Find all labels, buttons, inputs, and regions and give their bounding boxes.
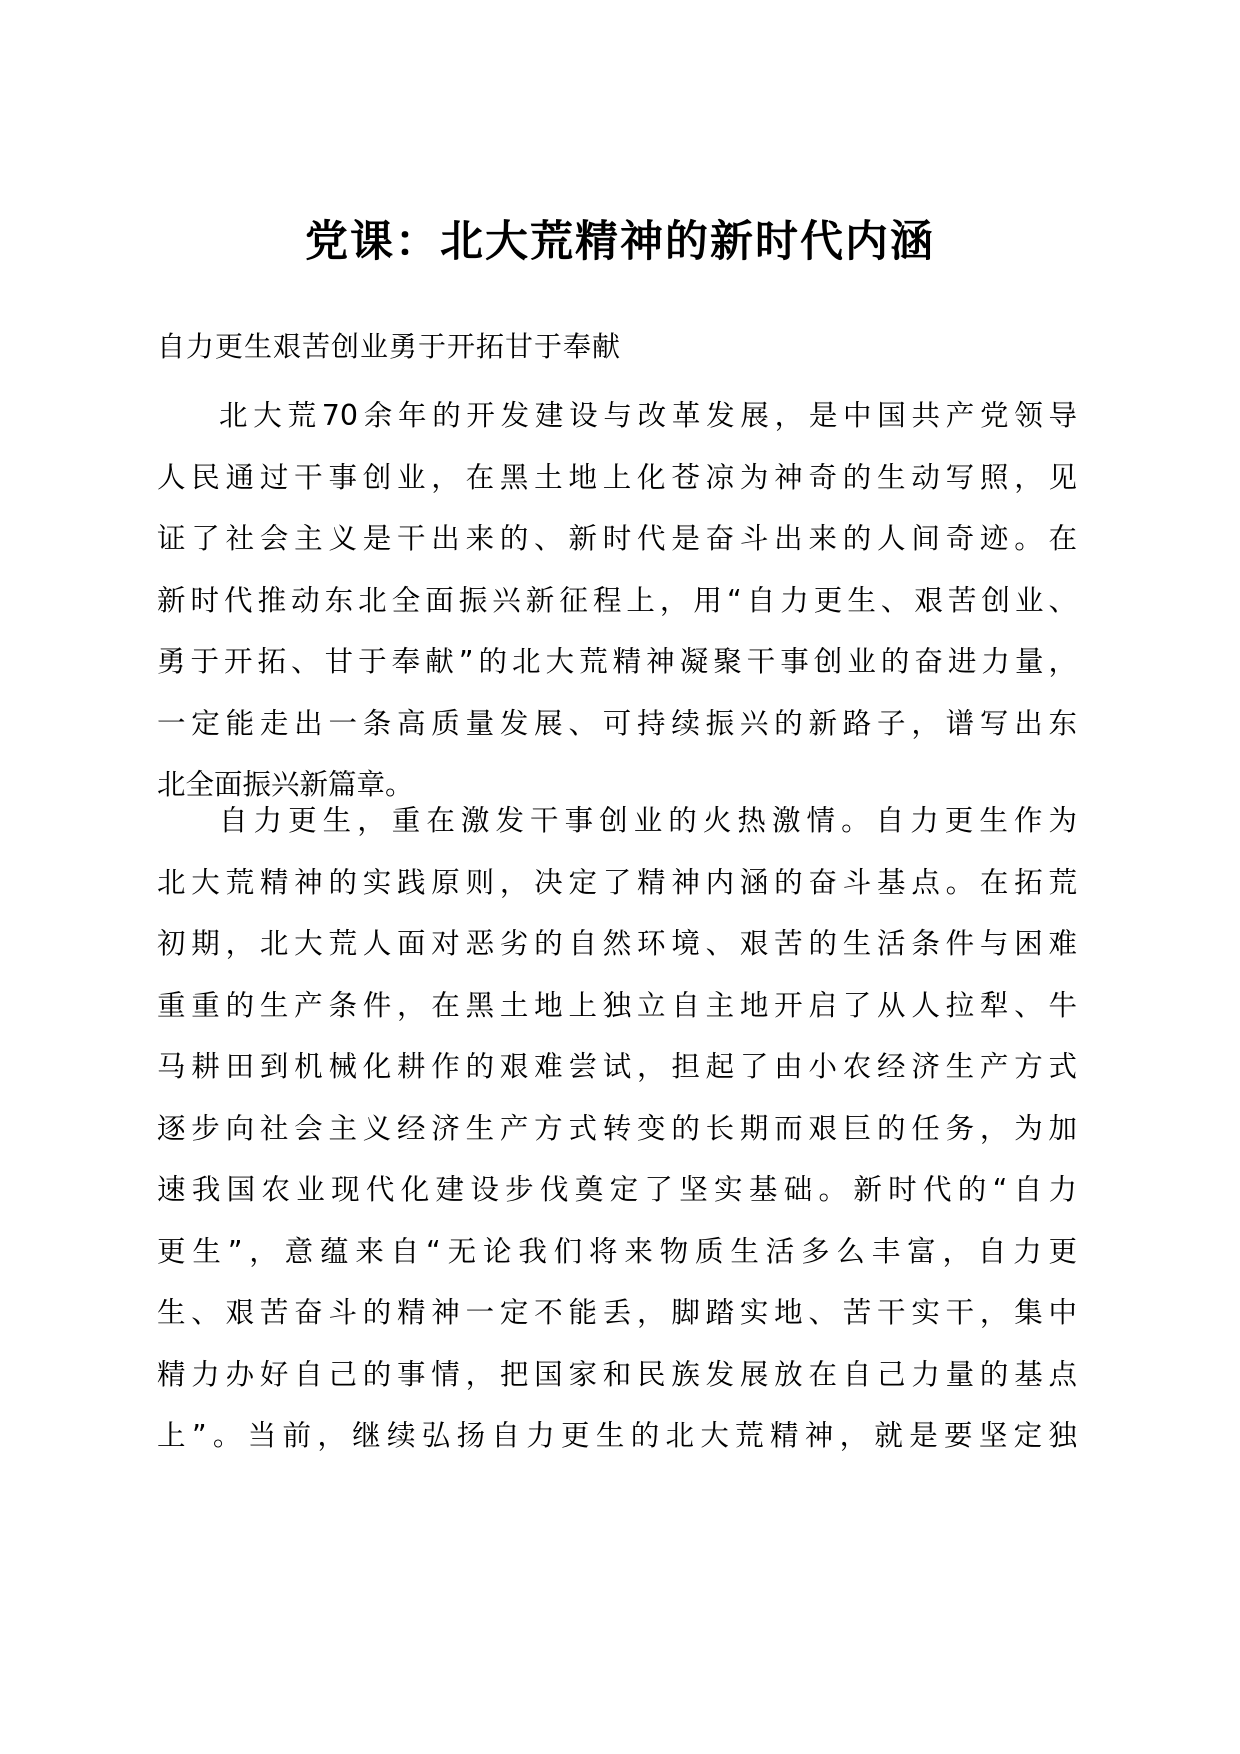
paragraph-line: 重重的生产条件，在黑土地上独立自主地开启了从人拉犁、牛 <box>157 988 1077 1022</box>
paragraph-line: 证了社会主义是干出来的、新时代是奋斗出来的人间奇迹。在 <box>157 522 1077 555</box>
paragraph-line: 上”。当前，继续弘扬自力更生的北大荒精神，就是要坚定独 <box>157 1419 1077 1452</box>
paragraph-line: 精力办好自己的事情，把国家和民族发展放在自己力量的基点 <box>157 1357 1077 1391</box>
paragraph-line: 生、艰苦奋斗的精神一定不能丢，脚踏实地、苦干实干，集中 <box>157 1296 1077 1329</box>
document-title: 党课：北大荒精神的新时代内涵 <box>305 217 935 267</box>
paragraph-line: 一定能走出一条高质量发展、可持续振兴的新路子，谱写出东 <box>157 706 1077 740</box>
paragraph-2 <box>157 790 1077 1467</box>
paragraph-line: 自力更生，重在激发干事创业的火热激情。自力更生作为 <box>219 804 1077 837</box>
paragraph-1 <box>157 385 1077 816</box>
paragraph-line: 勇于开拓、甘于奉献”的北大荒精神凝聚干事创业的奋进力量， <box>157 645 1077 678</box>
document-subtitle: 自力更生艰苦创业勇于开拓甘于奉献 <box>157 330 622 363</box>
paragraph-line: 北全面振兴新篇章。 <box>157 768 414 801</box>
paragraph-line: 北大荒精神的实践原则，决定了精神内涵的奋斗基点。在拓荒 <box>157 865 1077 899</box>
paragraph-line: 速我国农业现代化建设步伐奠定了坚实基础。新时代的“自力 <box>157 1173 1077 1206</box>
paragraph-line: 新时代推动东北全面振兴新征程上，用“自力更生、艰苦创业、 <box>157 583 1077 617</box>
paragraph-line: 更生”，意蕴来自“无论我们将来物质生活多么丰富，自力更 <box>157 1234 1077 1268</box>
paragraph-line: 北大荒70余年的开发建设与改革发展，是中国共产党领导 <box>219 399 1077 432</box>
paragraph-line: 逐步向社会主义经济生产方式转变的长期而艰巨的任务，为加 <box>157 1111 1077 1145</box>
paragraph-line: 人民通过干事创业，在黑土地上化苍凉为神奇的生动写照，见 <box>157 460 1077 494</box>
paragraph-line: 马耕田到机械化耕作的艰难尝试，担起了由小农经济生产方式 <box>157 1050 1077 1083</box>
paragraph-line: 初期，北大荒人面对恶劣的自然环境、艰苦的生活条件与困难 <box>157 927 1077 960</box>
